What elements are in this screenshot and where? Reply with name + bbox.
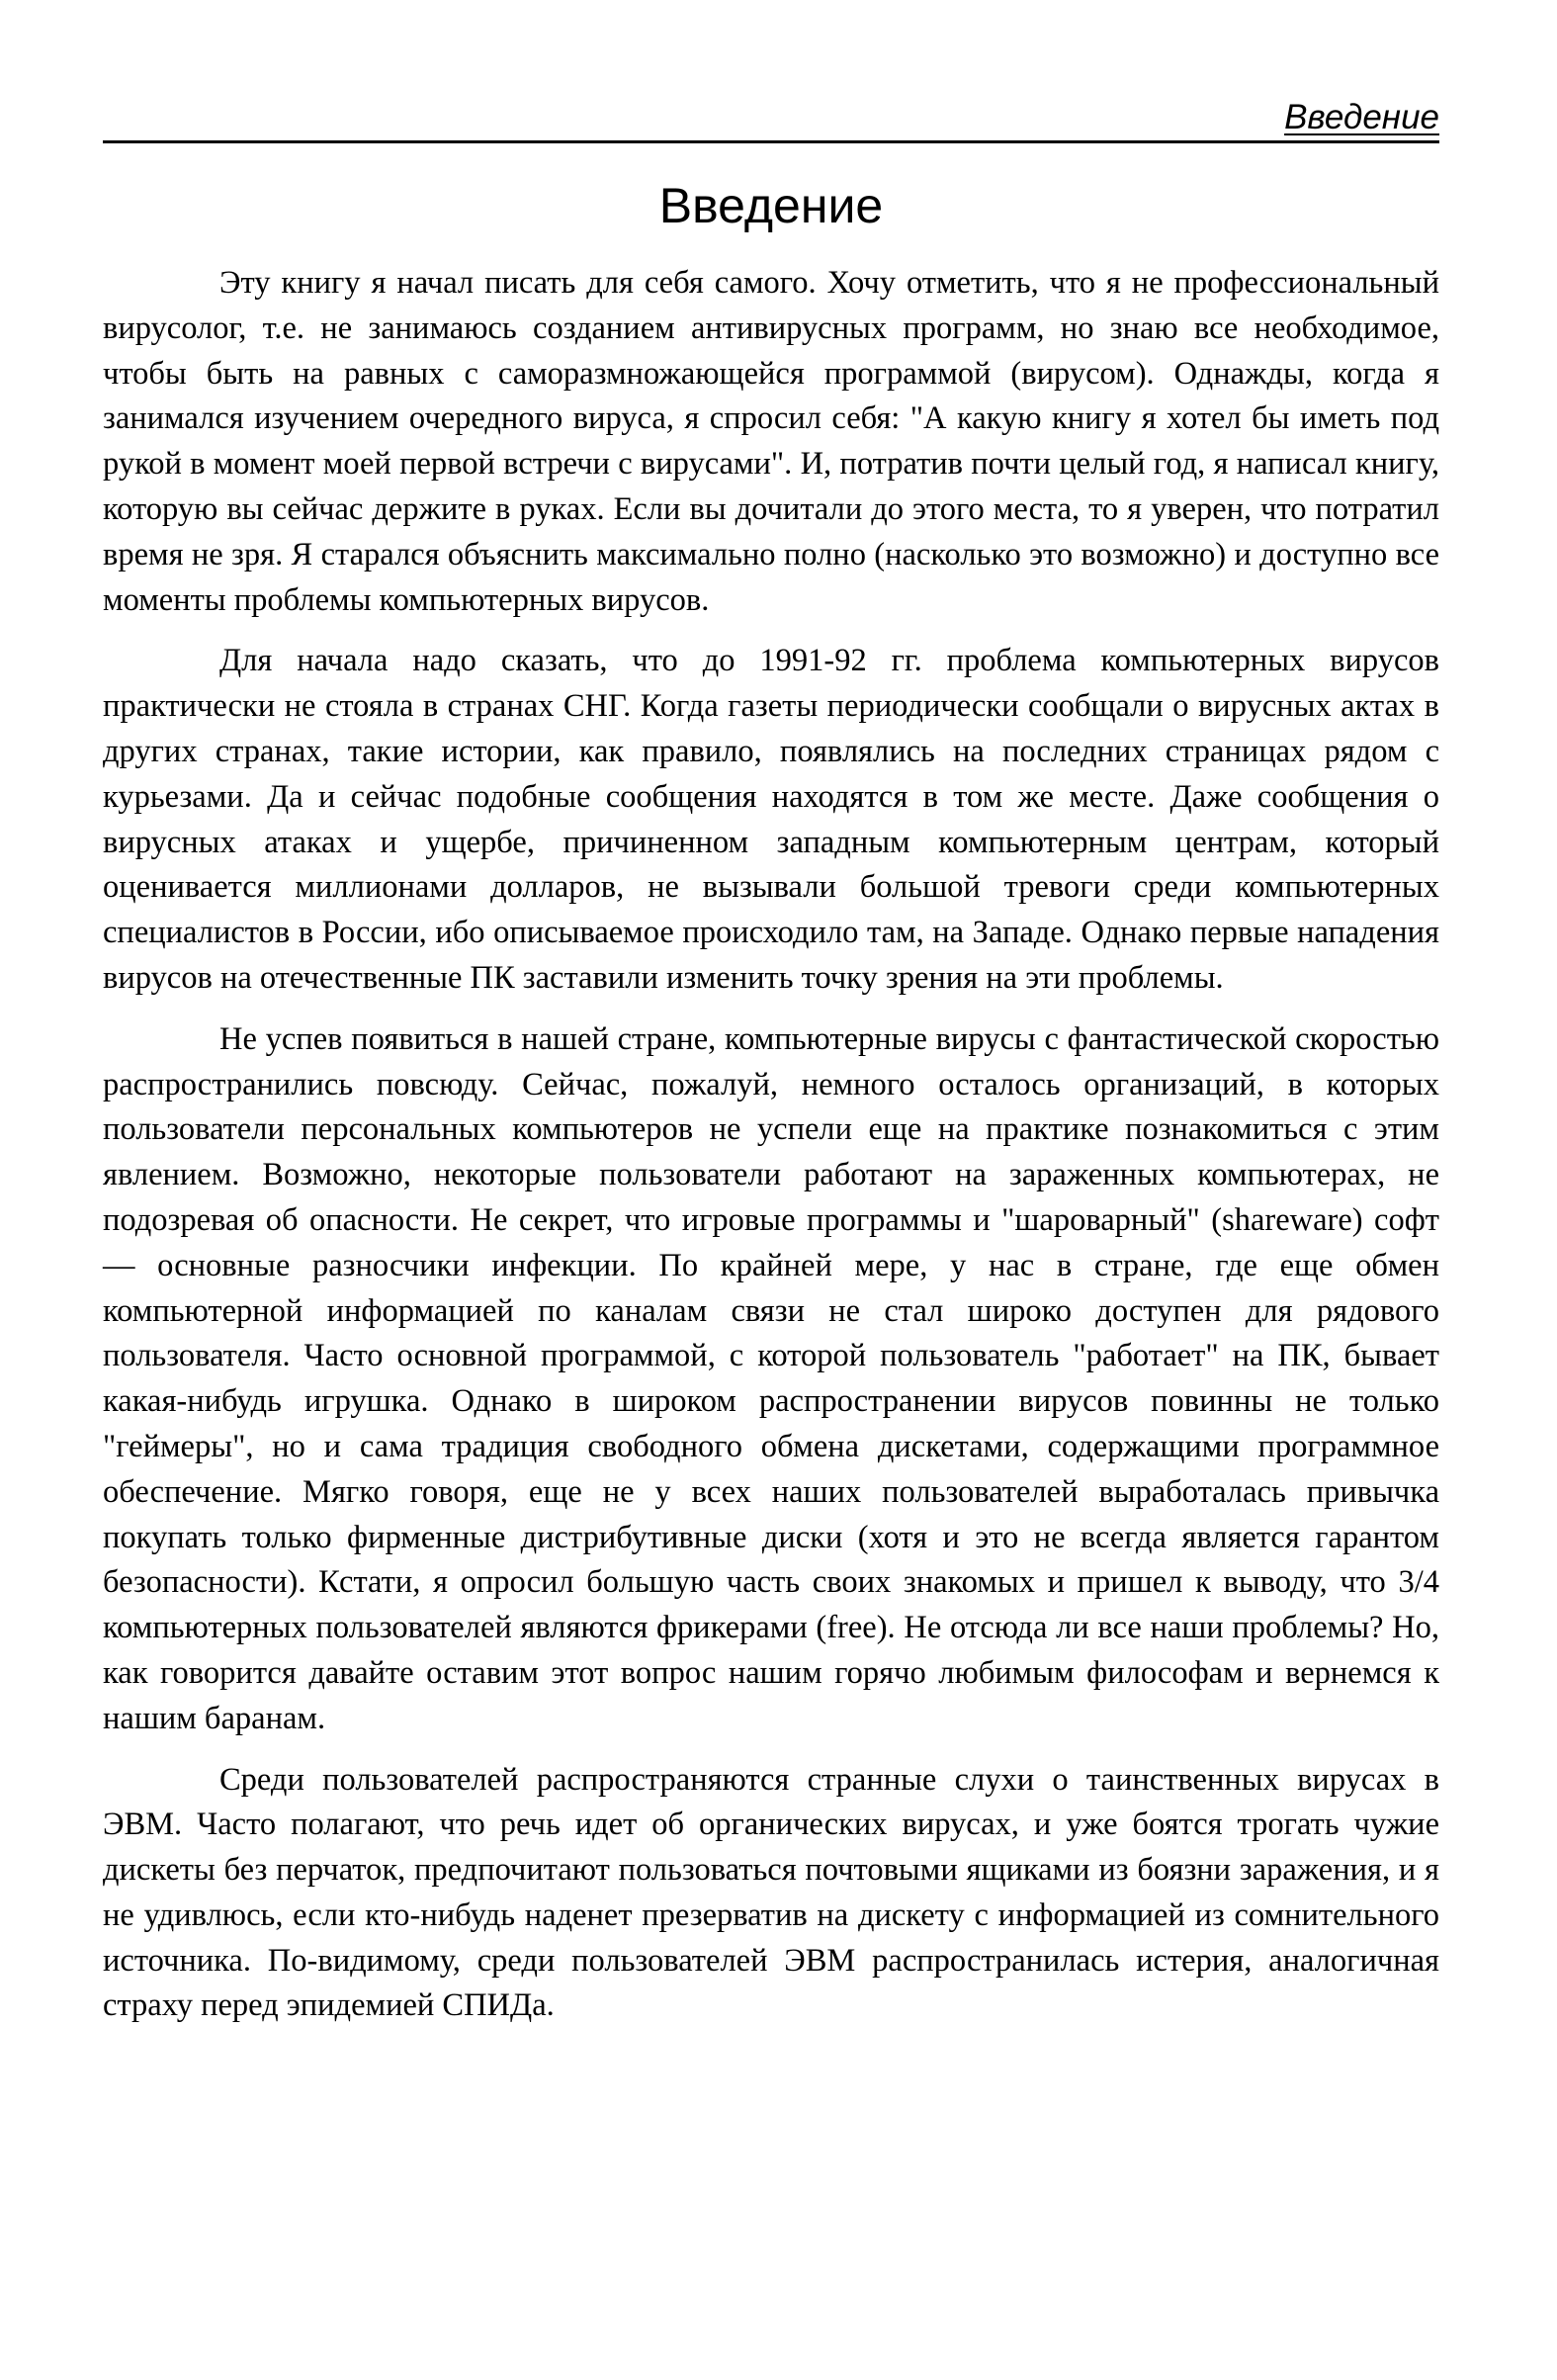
running-header-title: Введение (1284, 98, 1439, 136)
paragraph: Не успев появиться в нашей стране, компьютерные вирусы с фантастической скоростью распространились повсюду. Сейчас, пожалуй, немного осталось организаций, в которых пользователи персональных компьютеров не успели еще на практике познакомиться с этим явлением. Возможно, некоторые пользователи работают на зараженных компьютерах, не подозревая об опасности. Не секрет, что игровые программы и "шароварный" (shareware) софт — основные разносчики инфекции. По крайней мере, у нас в стране, где еще обмен компьютерной информацией по каналам связи не стал широко доступен для рядового пользователя. Часто основной программой, с которой пользователь "работает" на ПК, бывает какая-нибудь игрушка. Однако в широком распространении вирусов повинны не только "геймеры", но и сама традиция свободного обмена дискетами, содержащими программное обеспечение. Мягко говоря, еще не у всех наших пользователей выработалась привычка покупать только фирменные дистрибутивные диски (хотя и это не всегда является гарантом безопасности). Кстати, я опросил большую часть своих знакомых и пришел к выводу, что 3/4 компьютерных пользователей являются фрикерами (free). Не отсюда ли все наши проблемы? Но, как говорится давайте оставим этот вопрос нашим горячо любимым философам и вернемся к нашим баранам. (103, 1020, 1439, 1736)
running-header (103, 95, 1439, 143)
paragraph: Для начала надо сказать, что до 1991-92 гг. проблема компьютерных вирусов практически не стояла в странах СНГ. Когда газеты периодически сообщали о вирусных актах в других странах, такие истории, как правило, появлялись на последних страницах рядом с курьезами. Да и сейчас подобные сообщения находятся в том же месте. Даже сообщения о вирусных атаках и ущербе, причиненном западным компьютерным центрам, который оценивается миллионами долларов, не вызывали большой тревоги среди компьютерных специалистов в России, ибо описываемое происходило там, на Западе. Однако первые нападения вирусов на отечественные ПК заставили изменить точку зрения на эти проблемы. (103, 643, 1439, 996)
paragraph: Среди пользователей распространяются странные слухи о таинственных вирусах в ЭВМ. Часто полагают, что речь идет об органических вирусах, и уже боятся трогать чужие дискеты без перчаток, предпочитают пользоваться почтовыми ящиками из боязни заражения, и я не удивлюсь, если кто-нибудь наденет презерватив на дискету с информацией из сомнительного источника. По-видимому, среди пользователей ЭВМ распространилась истерия, аналогичная страху перед эпидемией СПИДа. (103, 1761, 1439, 2024)
body-text (103, 261, 1439, 2029)
chapter-title: Введение (658, 178, 884, 233)
paragraph: Эту книгу я начал писать для себя самого. Хочу отметить, что я не профессиональный вирусолог, т.е. не занимаюсь созданием антивирусных программ, но знаю все необходимое, чтобы быть на равных с саморазмножающейся программой (вирусом). Однажды, когда я занимался изучением очередного вируса, я спросил себя: "А какую книгу я хотел бы иметь под рукой в момент моей первой встречи с вирусами". И, потратив почти целый год, я написал книгу, которую вы сейчас держите в руках. Если вы дочитали до этого места, то я уверен, что потратил время не зря. Я старался объяснить максимально полно (насколько это возможно) и доступно все моменты проблемы компьютерных вирусов. (103, 265, 1439, 618)
